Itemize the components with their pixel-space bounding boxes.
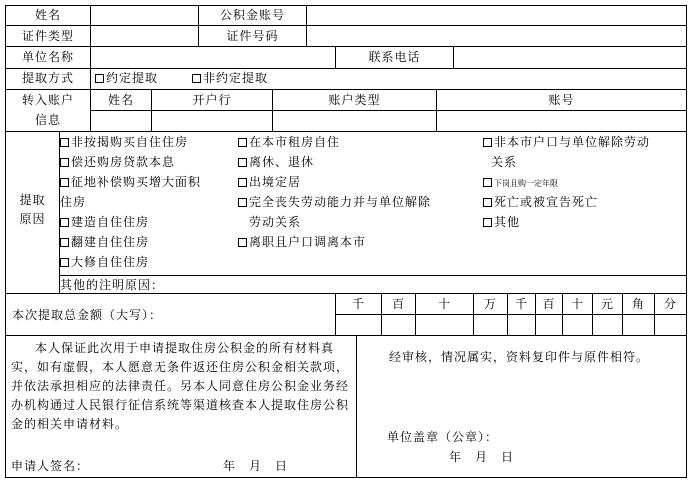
contact-phone-label: 联系电话 <box>368 50 421 64</box>
account-type-header: 账户类型 <box>328 93 381 107</box>
amount-unit-yuan: 元 <box>600 297 614 311</box>
reason-build-home[interactable]: 建造自住住房 <box>60 215 149 229</box>
applicant-signature-label: 申请人签名： <box>11 459 90 473</box>
applicant-date: 年 月 日 <box>223 459 289 473</box>
checkbox-icon[interactable] <box>60 238 69 247</box>
amount-unit-wan: 万 <box>483 297 497 311</box>
unit-seal-date: 年 月 日 <box>449 450 515 464</box>
amount-unit-qian: 千 <box>351 297 365 311</box>
withdraw-method-label: 提取方式 <box>21 71 74 85</box>
reason-rebuild-home[interactable]: 翻建自住住房 <box>60 235 149 249</box>
reason-emigration[interactable]: 出境定居 <box>238 175 301 189</box>
withdrawal-application-form <box>5 5 687 478</box>
fund-account-field[interactable] <box>309 8 685 22</box>
reason-resign-relocate[interactable]: 离职且户口调离本市 <box>238 235 366 249</box>
reason-retirement[interactable]: 离休、退休 <box>238 155 314 169</box>
checkbox-icon[interactable] <box>60 258 69 267</box>
account-name-field[interactable] <box>93 114 149 128</box>
reason-repay-loan[interactable]: 偿还购房贷款本息 <box>60 155 175 169</box>
account-name-header: 姓名 <box>107 93 134 107</box>
checkbox-icon[interactable] <box>483 198 492 207</box>
checkbox-icon[interactable] <box>238 198 247 207</box>
account-type-field[interactable] <box>275 114 434 128</box>
unit-seal-label: 单位盖章（公章）： <box>387 430 499 444</box>
fund-account-label: 公积金账号 <box>219 8 285 22</box>
amount-unit-shi: 十 <box>437 297 451 311</box>
amount-unit-shi-2: 十 <box>570 297 584 311</box>
opening-bank-header: 开户行 <box>192 93 232 107</box>
transfer-account-label: 转入账户 <box>21 93 74 107</box>
checkbox-icon[interactable] <box>483 218 492 227</box>
amount-unit-qian-2: 千 <box>514 297 528 311</box>
reason-disability-cont: 劳动关系 <box>249 215 302 229</box>
amount-unit-fen: 分 <box>663 297 677 311</box>
checkbox-icon[interactable] <box>95 74 104 83</box>
checkbox-icon[interactable] <box>483 138 492 147</box>
withdraw-option-agreed[interactable]: 约定提取 <box>95 71 158 85</box>
total-amount-label: 本次提取总金额（大写）： <box>12 308 163 322</box>
reason-death[interactable]: 死亡或被宣告死亡 <box>483 195 598 209</box>
checkbox-icon[interactable] <box>60 158 69 167</box>
declaration-text: 本人保证此次用于申请提取住房公积金的所有材料真实，如有虚假，本人愿意无条件返还住房公积金相关款项，并依法承担相应的法律责任。另本人同意住房公积金业务经办机构通过人民银行征信系统等渠道核查本人提取住房公积金的相关申请材料。 <box>11 341 350 431</box>
transfer-account-label-2: 信息 <box>34 113 61 127</box>
unit-name-field[interactable] <box>93 50 333 64</box>
checkbox-icon[interactable] <box>238 178 247 187</box>
checkbox-icon[interactable] <box>60 178 69 187</box>
reason-disability[interactable]: 完全丧失劳动能力并与单位解除 <box>238 195 431 209</box>
checkbox-icon[interactable] <box>238 138 247 147</box>
reason-laid-off[interactable]: 下岗且购一定年限 <box>483 175 558 191</box>
opening-bank-field[interactable] <box>154 114 270 128</box>
reason-land-compensation-cont: 住房 <box>60 195 87 209</box>
checkbox-icon[interactable] <box>60 138 69 147</box>
checkbox-icon[interactable] <box>60 218 69 227</box>
id-type-label: 证件类型 <box>21 29 74 43</box>
withdraw-option-non-agreed[interactable]: 非约定提取 <box>192 71 268 85</box>
applicant-signature-field[interactable] <box>99 459 219 473</box>
name-label: 姓名 <box>34 8 61 22</box>
reason-label: 提取 <box>19 193 46 207</box>
id-number-label: 证件号码 <box>226 29 279 43</box>
checkbox-icon[interactable] <box>238 238 247 247</box>
reason-rent-home[interactable]: 在本市租房自住 <box>238 135 340 149</box>
checkbox-icon[interactable] <box>483 178 492 187</box>
id-type-field[interactable] <box>93 29 197 43</box>
amount-digit-fields[interactable] <box>337 317 684 331</box>
reason-other[interactable]: 其他 <box>483 215 520 229</box>
name-field[interactable] <box>93 8 197 22</box>
amount-unit-bai: 百 <box>391 297 405 311</box>
amount-unit-jiao: 角 <box>631 297 645 311</box>
reason-non-local-terminate-cont: 关系 <box>491 155 518 169</box>
reason-non-mortgage-purchase[interactable]: 非按揭购买自住住房 <box>60 135 188 149</box>
reason-land-compensation[interactable]: 征地补偿购买增大面积 <box>60 175 201 189</box>
checkbox-icon[interactable] <box>192 74 201 83</box>
id-number-field[interactable] <box>309 29 685 43</box>
reason-non-local-terminate[interactable]: 非本市户口与单位解除劳动 <box>483 135 650 149</box>
account-number-field[interactable] <box>439 114 684 128</box>
reason-label-2: 原因 <box>19 212 46 226</box>
amount-unit-bai-2: 百 <box>542 297 556 311</box>
unit-name-label: 单位名称 <box>21 50 74 64</box>
reason-repair-home[interactable]: 大修自住住房 <box>60 255 149 269</box>
other-reason-field[interactable] <box>165 278 683 292</box>
account-number-header: 账号 <box>548 93 575 107</box>
contact-phone-field[interactable] <box>456 50 685 64</box>
other-reason-label: 其他的注明原因： <box>60 278 165 292</box>
verification-text: 经审核，情况属实，资料复印件与原件相符。 <box>389 350 650 364</box>
checkbox-icon[interactable] <box>238 158 247 167</box>
